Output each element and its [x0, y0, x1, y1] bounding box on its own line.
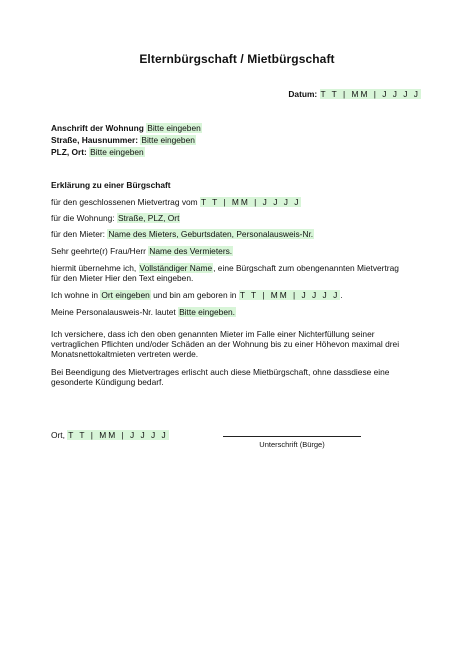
assurance-line-3: Monatsnettokaltmieten vertreten werde.: [51, 349, 199, 359]
assurance-line-1: Ich versichere, dass ich den oben genannten Mieter im Falle einer Nichterfüllung seiner: [51, 329, 375, 339]
section-heading: Erklärung zu einer Bürgschaft: [51, 180, 171, 190]
footer-date-field[interactable]: T T | MM | J J J J: [68, 430, 168, 440]
residence-place-field[interactable]: Ort eingeben: [101, 290, 150, 300]
residence-pre: Ich wohne in: [51, 290, 99, 300]
address-wohnung-label: Anschrift der Wohnung: [51, 123, 144, 133]
document-title: Elternbürgschaft / Mietbürgschaft: [139, 52, 335, 66]
footer-ort-label: Ort,: [51, 430, 65, 440]
salutation-text: Sehr geehrte(r) Frau/Herr: [51, 246, 146, 256]
apartment-field[interactable]: Straße, PLZ, Ort: [117, 213, 180, 223]
termination-line-2: gesonderte Kündigung bedarf.: [51, 377, 164, 387]
residence-mid: und bin am geboren in: [153, 290, 237, 300]
full-name-field[interactable]: Vollständiger Name: [139, 263, 213, 273]
guarantee-line: [51, 263, 399, 273]
apartment-text: für die Wohnung:: [51, 213, 115, 223]
residence-line: [51, 290, 343, 300]
address-plz-label: PLZ, Ort:: [51, 147, 87, 157]
contract-date-line: [51, 197, 301, 207]
address-plz-field[interactable]: Bitte eingeben: [90, 147, 144, 157]
tenant-text: für den Mieter:: [51, 229, 105, 239]
address-strasse-field[interactable]: Bitte eingeben: [141, 135, 195, 145]
guarantee-pre: hiermit übernehme ich,: [51, 263, 137, 273]
contract-date-text: für den geschlossenen Mietvertrag vom: [51, 197, 198, 207]
footer-place-date: [51, 430, 169, 440]
apartment-line: [51, 213, 180, 223]
assurance-line-2: vertraglichen Pflichten und/oder Schäden an der Wohnung bis zu einer Höhevon maximal drei: [51, 339, 400, 349]
guarantee-line-2: für den Mieter Hier den Text eingeben.: [51, 273, 194, 283]
salutation-line: [51, 246, 233, 256]
guarantee-post: , eine Bürgschaft zum obengenannten Mietvertrag: [213, 263, 399, 273]
address-plz-line: [51, 147, 145, 157]
landlord-field[interactable]: Name des Vermieters.: [149, 246, 233, 256]
address-strasse-line: [51, 135, 196, 145]
contract-date-field[interactable]: T T | MM | J J J J: [200, 197, 301, 207]
id-number-line: [51, 307, 236, 317]
tenant-field[interactable]: Name des Mieters, Geburtsdaten, Personalausweis-Nr.: [108, 229, 314, 239]
id-number-text: Meine Personalausweis-Nr. lautet: [51, 307, 176, 317]
date-line: [288, 89, 421, 99]
tenant-line: [51, 229, 314, 239]
signature-line: [223, 436, 361, 437]
termination-line-1: Bei Beendigung des Mietvertrages erlischt auch diese Mietbürgschaft, ohne dassdiese eine: [51, 367, 390, 377]
date-field[interactable]: T T | MM | J J J J: [320, 89, 420, 99]
date-label: Datum:: [288, 89, 318, 99]
signature-caption: Unterschrift (Bürge): [259, 440, 325, 449]
address-wohnung-line: [51, 123, 202, 133]
address-wohnung-field[interactable]: Bitte eingeben: [147, 123, 201, 133]
birth-date-field[interactable]: T T | MM | J J J J: [239, 290, 340, 300]
id-number-field[interactable]: Bitte eingeben.: [179, 307, 235, 317]
residence-post: .: [340, 290, 343, 300]
address-strasse-label: Straße, Hausnummer:: [51, 135, 139, 145]
